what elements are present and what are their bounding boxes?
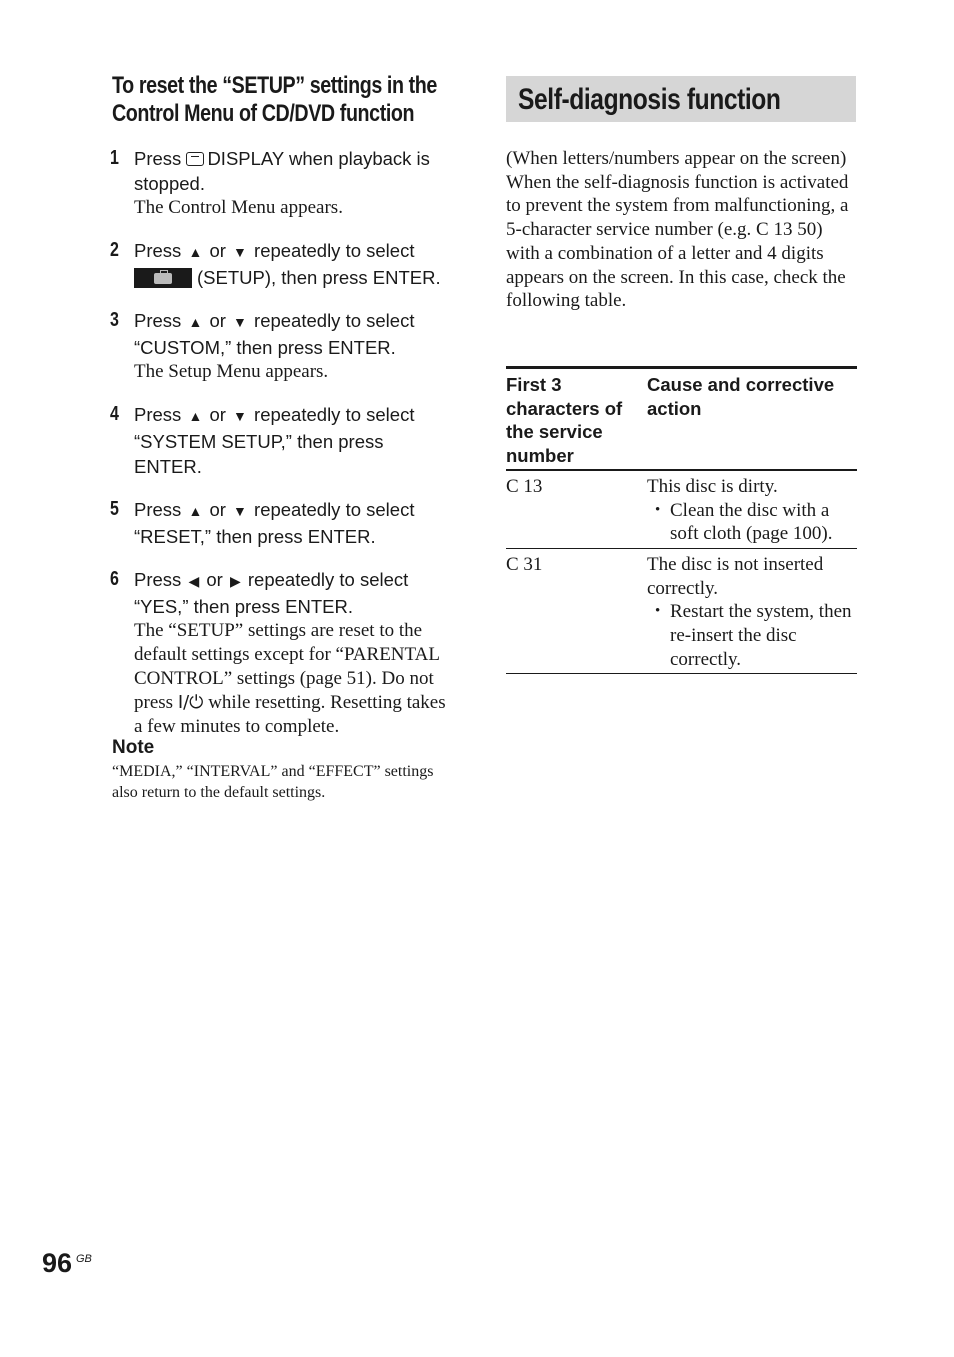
step-6: 6 Press ◀ or ▶ repeatedly to select “YES,” then press ENTER. The “SETUP” settings are reset to the default settings except for “PARENTAL CONTROL” settings (page 51). Do not press I/⏻ while resetting. Resetting takes a few minutes to complete.	[110, 567, 450, 739]
display-icon	[186, 152, 204, 166]
up-arrow-icon: ▲	[188, 503, 203, 519]
step-3: 3 Press ▲ or ▼ repeatedly to select “CUSTOM,” then press ENTER. The Setup Menu appears.	[110, 308, 450, 384]
bullet-icon: •	[655, 603, 661, 620]
step-2: 2 Press ▲ or ▼ repeatedly to select (SETUP), then press ENTER.	[110, 239, 441, 288]
down-arrow-icon: ▼	[233, 503, 247, 519]
table-header-row	[506, 368, 857, 470]
section-heading: To reset the “SETUP” settings in the Control Menu of CD/DVD function	[112, 72, 437, 127]
table-row	[506, 470, 857, 549]
up-arrow-icon: ▲	[188, 408, 203, 424]
down-arrow-icon: ▼	[233, 244, 247, 260]
step-1: 1 Press DISPLAY when playback is stopped. The Control Menu appears.	[110, 146, 450, 220]
right-arrow-icon: ▶	[229, 573, 241, 589]
note-text: “MEDIA,” “INTERVAL” and “EFFECT” settings also return to the default settings.	[112, 763, 434, 801]
page-region-suffix: GB	[76, 1253, 92, 1265]
power-icon: I/⏻	[177, 692, 204, 713]
column-header: First 3 characters of the service number	[506, 374, 623, 467]
step-result: The Control Menu appears.	[134, 197, 343, 218]
step-result: The Setup Menu appears.	[134, 361, 329, 382]
down-arrow-icon: ▼	[233, 314, 247, 330]
up-arrow-icon: ▲	[188, 314, 203, 330]
left-arrow-icon: ◀	[188, 573, 200, 589]
diagnosis-table	[506, 366, 857, 674]
intro-text: (When letters/numbers appear on the screen) When the self-diagnosis function is activated to prevent the system from malfunctioning, a 5-character service number (e.g. C 13 50) with a combination of a letter and 4 digits appears on the screen. In this case, check the following table.	[506, 148, 849, 312]
page-number: 96	[42, 1248, 73, 1278]
steps-list	[110, 146, 450, 757]
down-arrow-icon: ▼	[233, 408, 247, 424]
service-code: C 31	[506, 553, 543, 575]
cause-action-cell: This disc is dirty. • Clean the disc with a soft cloth (page 100).	[647, 475, 833, 545]
up-arrow-icon: ▲	[188, 244, 203, 260]
section-title-bar	[506, 76, 856, 122]
step-result: The “SETUP” settings are reset to the default settings except for “PARENTAL CONTROL” settings (page 51). Do not press I/⏻ while resetting. Resetting takes a few minutes to complete.	[134, 620, 446, 737]
step-4: 4 Press ▲ or ▼ repeatedly to select “SYSTEM SETUP,” then press ENTER.	[110, 403, 415, 477]
column-header: Cause and corrective action	[647, 374, 835, 419]
bullet-icon: •	[655, 501, 661, 518]
table-row	[506, 548, 857, 674]
page-title: Self-diagnosis function	[518, 83, 781, 116]
service-code: C 13	[506, 475, 543, 497]
setup-toolbox-icon	[134, 268, 192, 288]
step-5: 5 Press ▲ or ▼ repeatedly to select “RESET,” then press ENTER.	[110, 498, 415, 547]
cause-action-cell: The disc is not inserted correctly. • Restart the system, then re-insert the disc correctly.	[647, 553, 852, 670]
note-label: Note	[112, 737, 155, 758]
